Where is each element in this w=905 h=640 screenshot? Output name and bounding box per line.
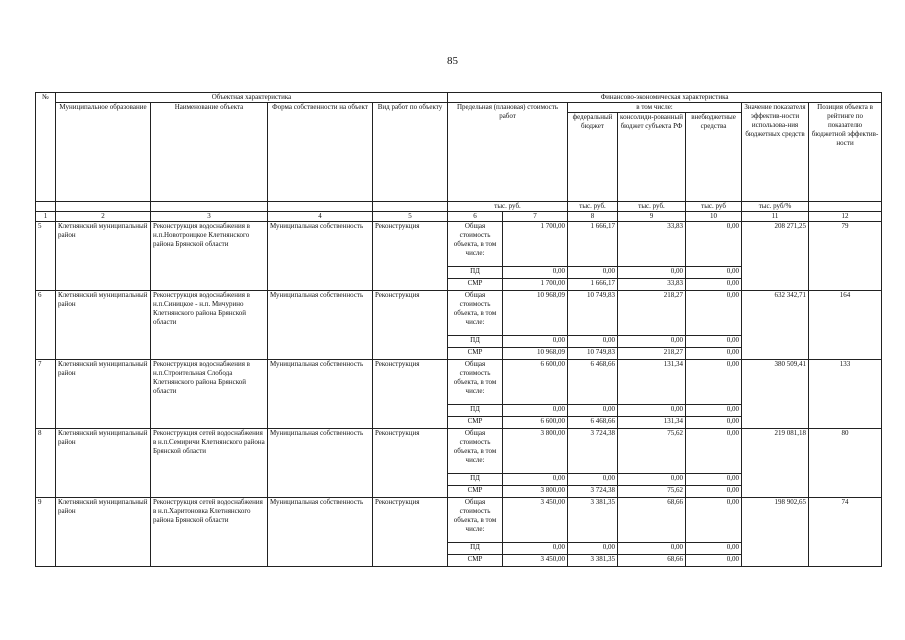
object-row bbox=[36, 429, 882, 474]
header-num: № bbox=[36, 93, 56, 202]
row-total-extrabudget: 0,00 bbox=[686, 360, 742, 405]
row-total-consolidated: 75,62 bbox=[618, 429, 686, 474]
row-work-type: Реконструкция bbox=[373, 291, 448, 360]
header-max-cost: Предельная (плановая) стоимость работ bbox=[448, 103, 568, 202]
row-total-cost: 6 600,00 bbox=[503, 360, 568, 405]
row-num: 8 bbox=[36, 429, 56, 498]
row-rank: 79 bbox=[809, 222, 882, 291]
row-smr-federal: 10 749,83 bbox=[568, 348, 618, 360]
row-total-consolidated: 131,34 bbox=[618, 360, 686, 405]
row-pd-label: ПД bbox=[448, 405, 503, 417]
row-pd-extrabudget: 0,00 bbox=[686, 543, 742, 555]
row-total-label: Общая стоимость объекта, в том числе: bbox=[448, 429, 503, 474]
row-total-extrabudget: 0,00 bbox=[686, 429, 742, 474]
unit-consolidated: тыс. руб. bbox=[618, 202, 686, 212]
units-empty bbox=[151, 202, 268, 212]
page-number: 85 bbox=[447, 55, 458, 67]
row-pd-label: ПД bbox=[448, 336, 503, 348]
row-smr-cost: 6 600,00 bbox=[503, 417, 568, 429]
header-efficiency: Значение показателя эффектив-ности использова-ния бюджетных средств bbox=[742, 103, 809, 202]
row-total-label: Общая стоимость объекта, в том числе: bbox=[448, 291, 503, 336]
row-efficiency: 219 081,18 bbox=[742, 429, 809, 498]
row-pd-extrabudget: 0,00 bbox=[686, 336, 742, 348]
unit-efficiency: тыс. руб/% bbox=[742, 202, 809, 212]
row-object-name: Реконструкция сетей водоснабжения в н.п.Харитоновка Клетнянского района Брянской области bbox=[151, 498, 268, 567]
object-row bbox=[36, 498, 882, 543]
row-work-type: Реконструкция bbox=[373, 222, 448, 291]
row-municipality: Клетнянский муниципальный район bbox=[56, 498, 151, 567]
row-ownership: Муниципальная собственность bbox=[268, 498, 373, 567]
row-smr-extrabudget: 0,00 bbox=[686, 555, 742, 567]
row-total-cost: 1 700,00 bbox=[503, 222, 568, 267]
row-pd-consolidated: 0,00 bbox=[618, 543, 686, 555]
unit-federal: тыс. руб. bbox=[568, 202, 618, 212]
object-row bbox=[36, 360, 882, 405]
row-rank: 133 bbox=[809, 360, 882, 429]
col-number: 3 bbox=[151, 212, 268, 222]
col-number: 12 bbox=[809, 212, 882, 222]
row-smr-cost: 3 450,00 bbox=[503, 555, 568, 567]
units-empty bbox=[268, 202, 373, 212]
object-row bbox=[36, 222, 882, 267]
row-object-name: Реконструкция сетей водоснабжения в н.п.Семиричи Клетнянского района Брянской области bbox=[151, 429, 268, 498]
row-smr-extrabudget: 0,00 bbox=[686, 348, 742, 360]
header-federal: федеральный бюджет bbox=[568, 113, 618, 202]
header-financial-characteristic: Финансово-экономическая характеристика bbox=[448, 93, 882, 103]
header-object-characteristic: Объектная характеристика bbox=[56, 93, 448, 103]
header-including: в том числе: bbox=[568, 103, 742, 113]
row-total-federal: 3 724,38 bbox=[568, 429, 618, 474]
row-smr-extrabudget: 0,00 bbox=[686, 486, 742, 498]
row-num: 6 bbox=[36, 291, 56, 360]
row-municipality: Клетнянский муниципальный район bbox=[56, 360, 151, 429]
row-total-extrabudget: 0,00 bbox=[686, 498, 742, 543]
header-rank: Позиция объекта в рейтинге по показателю бюджетной эффектив-ности bbox=[809, 103, 882, 202]
row-total-extrabudget: 0,00 bbox=[686, 222, 742, 267]
row-pd-label: ПД bbox=[448, 543, 503, 555]
row-total-label: Общая стоимость объекта, в том числе: bbox=[448, 222, 503, 267]
row-smr-consolidated: 68,66 bbox=[618, 555, 686, 567]
row-ownership: Муниципальная собственность bbox=[268, 360, 373, 429]
row-total-consolidated: 218,27 bbox=[618, 291, 686, 336]
row-total-federal: 1 666,17 bbox=[568, 222, 618, 267]
row-pd-federal: 0,00 bbox=[568, 543, 618, 555]
row-total-label: Общая стоимость объекта, в том числе: bbox=[448, 498, 503, 543]
row-pd-federal: 0,00 bbox=[568, 474, 618, 486]
row-num: 7 bbox=[36, 360, 56, 429]
row-pd-consolidated: 0,00 bbox=[618, 474, 686, 486]
row-total-consolidated: 33,83 bbox=[618, 222, 686, 267]
units-empty bbox=[809, 202, 882, 212]
col-number: 9 bbox=[618, 212, 686, 222]
header-row-1 bbox=[36, 93, 882, 103]
row-pd-cost: 0,00 bbox=[503, 405, 568, 417]
row-smr-label: СМР bbox=[448, 348, 503, 360]
row-object-name: Реконструкция водоснабжения в н.п.Синицкое - н.п. Мичурино Клетнянского района Брянской области bbox=[151, 291, 268, 360]
row-total-cost: 10 968,09 bbox=[503, 291, 568, 336]
row-pd-consolidated: 0,00 bbox=[618, 336, 686, 348]
header-units-row bbox=[36, 202, 882, 212]
row-smr-label: СМР bbox=[448, 486, 503, 498]
row-pd-consolidated: 0,00 bbox=[618, 267, 686, 279]
row-pd-cost: 0,00 bbox=[503, 267, 568, 279]
row-smr-consolidated: 75,62 bbox=[618, 486, 686, 498]
row-municipality: Клетнянский муниципальный район bbox=[56, 291, 151, 360]
col-number: 2 bbox=[56, 212, 151, 222]
row-pd-label: ПД bbox=[448, 474, 503, 486]
row-smr-cost: 10 968,09 bbox=[503, 348, 568, 360]
row-smr-federal: 3 381,35 bbox=[568, 555, 618, 567]
col-number: 1 bbox=[36, 212, 56, 222]
row-pd-cost: 0,00 bbox=[503, 543, 568, 555]
row-pd-extrabudget: 0,00 bbox=[686, 267, 742, 279]
row-efficiency: 198 902,65 bbox=[742, 498, 809, 567]
row-pd-federal: 0,00 bbox=[568, 336, 618, 348]
row-smr-consolidated: 218,27 bbox=[618, 348, 686, 360]
row-pd-federal: 0,00 bbox=[568, 405, 618, 417]
row-ownership: Муниципальная собственность bbox=[268, 429, 373, 498]
row-rank: 164 bbox=[809, 291, 882, 360]
col-number: 5 bbox=[373, 212, 448, 222]
row-total-consolidated: 68,66 bbox=[618, 498, 686, 543]
header-extrabudget: внебюджетные средства bbox=[686, 113, 742, 202]
object-row bbox=[36, 291, 882, 336]
col-number: 6 bbox=[448, 212, 503, 222]
row-smr-federal: 3 724,38 bbox=[568, 486, 618, 498]
row-num: 5 bbox=[36, 222, 56, 291]
row-total-cost: 3 800,00 bbox=[503, 429, 568, 474]
header-ownership: Форма собственности на объект bbox=[268, 103, 373, 202]
row-smr-label: СМР bbox=[448, 555, 503, 567]
row-efficiency: 380 509,41 bbox=[742, 360, 809, 429]
row-smr-label: СМР bbox=[448, 279, 503, 291]
row-work-type: Реконструкция bbox=[373, 429, 448, 498]
row-smr-federal: 6 468,66 bbox=[568, 417, 618, 429]
col-number: 10 bbox=[686, 212, 742, 222]
row-rank: 74 bbox=[809, 498, 882, 567]
col-number: 11 bbox=[742, 212, 809, 222]
row-pd-extrabudget: 0,00 bbox=[686, 474, 742, 486]
row-smr-federal: 1 666,17 bbox=[568, 279, 618, 291]
row-pd-extrabudget: 0,00 bbox=[686, 405, 742, 417]
row-ownership: Муниципальная собственность bbox=[268, 291, 373, 360]
row-ownership: Муниципальная собственность bbox=[268, 222, 373, 291]
header-work-type: Вид работ по объекту bbox=[373, 103, 448, 202]
row-total-federal: 10 749,83 bbox=[568, 291, 618, 336]
row-pd-cost: 0,00 bbox=[503, 336, 568, 348]
row-object-name: Реконструкция водоснабжения в н.п.Строительная Слобода Клетнянского района Брянской области bbox=[151, 360, 268, 429]
header-municipality: Муниципальное образование bbox=[56, 103, 151, 202]
row-municipality: Клетнянский муниципальный район bbox=[56, 429, 151, 498]
row-smr-extrabudget: 0,00 bbox=[686, 417, 742, 429]
col-number: 4 bbox=[268, 212, 373, 222]
row-total-federal: 6 468,66 bbox=[568, 360, 618, 405]
row-municipality: Клетнянский муниципальный район bbox=[56, 222, 151, 291]
row-efficiency: 632 342,71 bbox=[742, 291, 809, 360]
unit-cost: тыс. руб. bbox=[448, 202, 568, 212]
row-num: 9 bbox=[36, 498, 56, 567]
units-empty bbox=[373, 202, 448, 212]
row-smr-cost: 1 700,00 bbox=[503, 279, 568, 291]
units-empty bbox=[56, 202, 151, 212]
row-work-type: Реконструкция bbox=[373, 498, 448, 567]
col-number: 8 bbox=[568, 212, 618, 222]
row-smr-cost: 3 800,00 bbox=[503, 486, 568, 498]
row-smr-label: СМР bbox=[448, 417, 503, 429]
header-row-2 bbox=[36, 103, 882, 113]
column-numbers-row bbox=[36, 212, 882, 222]
row-pd-consolidated: 0,00 bbox=[618, 405, 686, 417]
col-number: 7 bbox=[503, 212, 568, 222]
row-efficiency: 208 271,25 bbox=[742, 222, 809, 291]
row-pd-federal: 0,00 bbox=[568, 267, 618, 279]
row-smr-consolidated: 33,83 bbox=[618, 279, 686, 291]
row-smr-consolidated: 131,34 bbox=[618, 417, 686, 429]
unit-extrabudget: тыс. руб bbox=[686, 202, 742, 212]
row-total-label: Общая стоимость объекта, в том числе: bbox=[448, 360, 503, 405]
row-total-extrabudget: 0,00 bbox=[686, 291, 742, 336]
investment-objects-table bbox=[35, 92, 882, 567]
row-smr-extrabudget: 0,00 bbox=[686, 279, 742, 291]
row-work-type: Реконструкция bbox=[373, 360, 448, 429]
row-total-cost: 3 450,00 bbox=[503, 498, 568, 543]
header-object-name: Наименование объекта bbox=[151, 103, 268, 202]
row-pd-cost: 0,00 bbox=[503, 474, 568, 486]
header-consolidated: консолиди-рованный бюджет субъекта РФ bbox=[618, 113, 686, 202]
row-object-name: Реконструкция водоснабжения в н.п.Новотроицкое Клетнянского района Брянской области bbox=[151, 222, 268, 291]
units-empty bbox=[36, 202, 56, 212]
row-rank: 80 bbox=[809, 429, 882, 498]
row-pd-label: ПД bbox=[448, 267, 503, 279]
row-total-federal: 3 381,35 bbox=[568, 498, 618, 543]
